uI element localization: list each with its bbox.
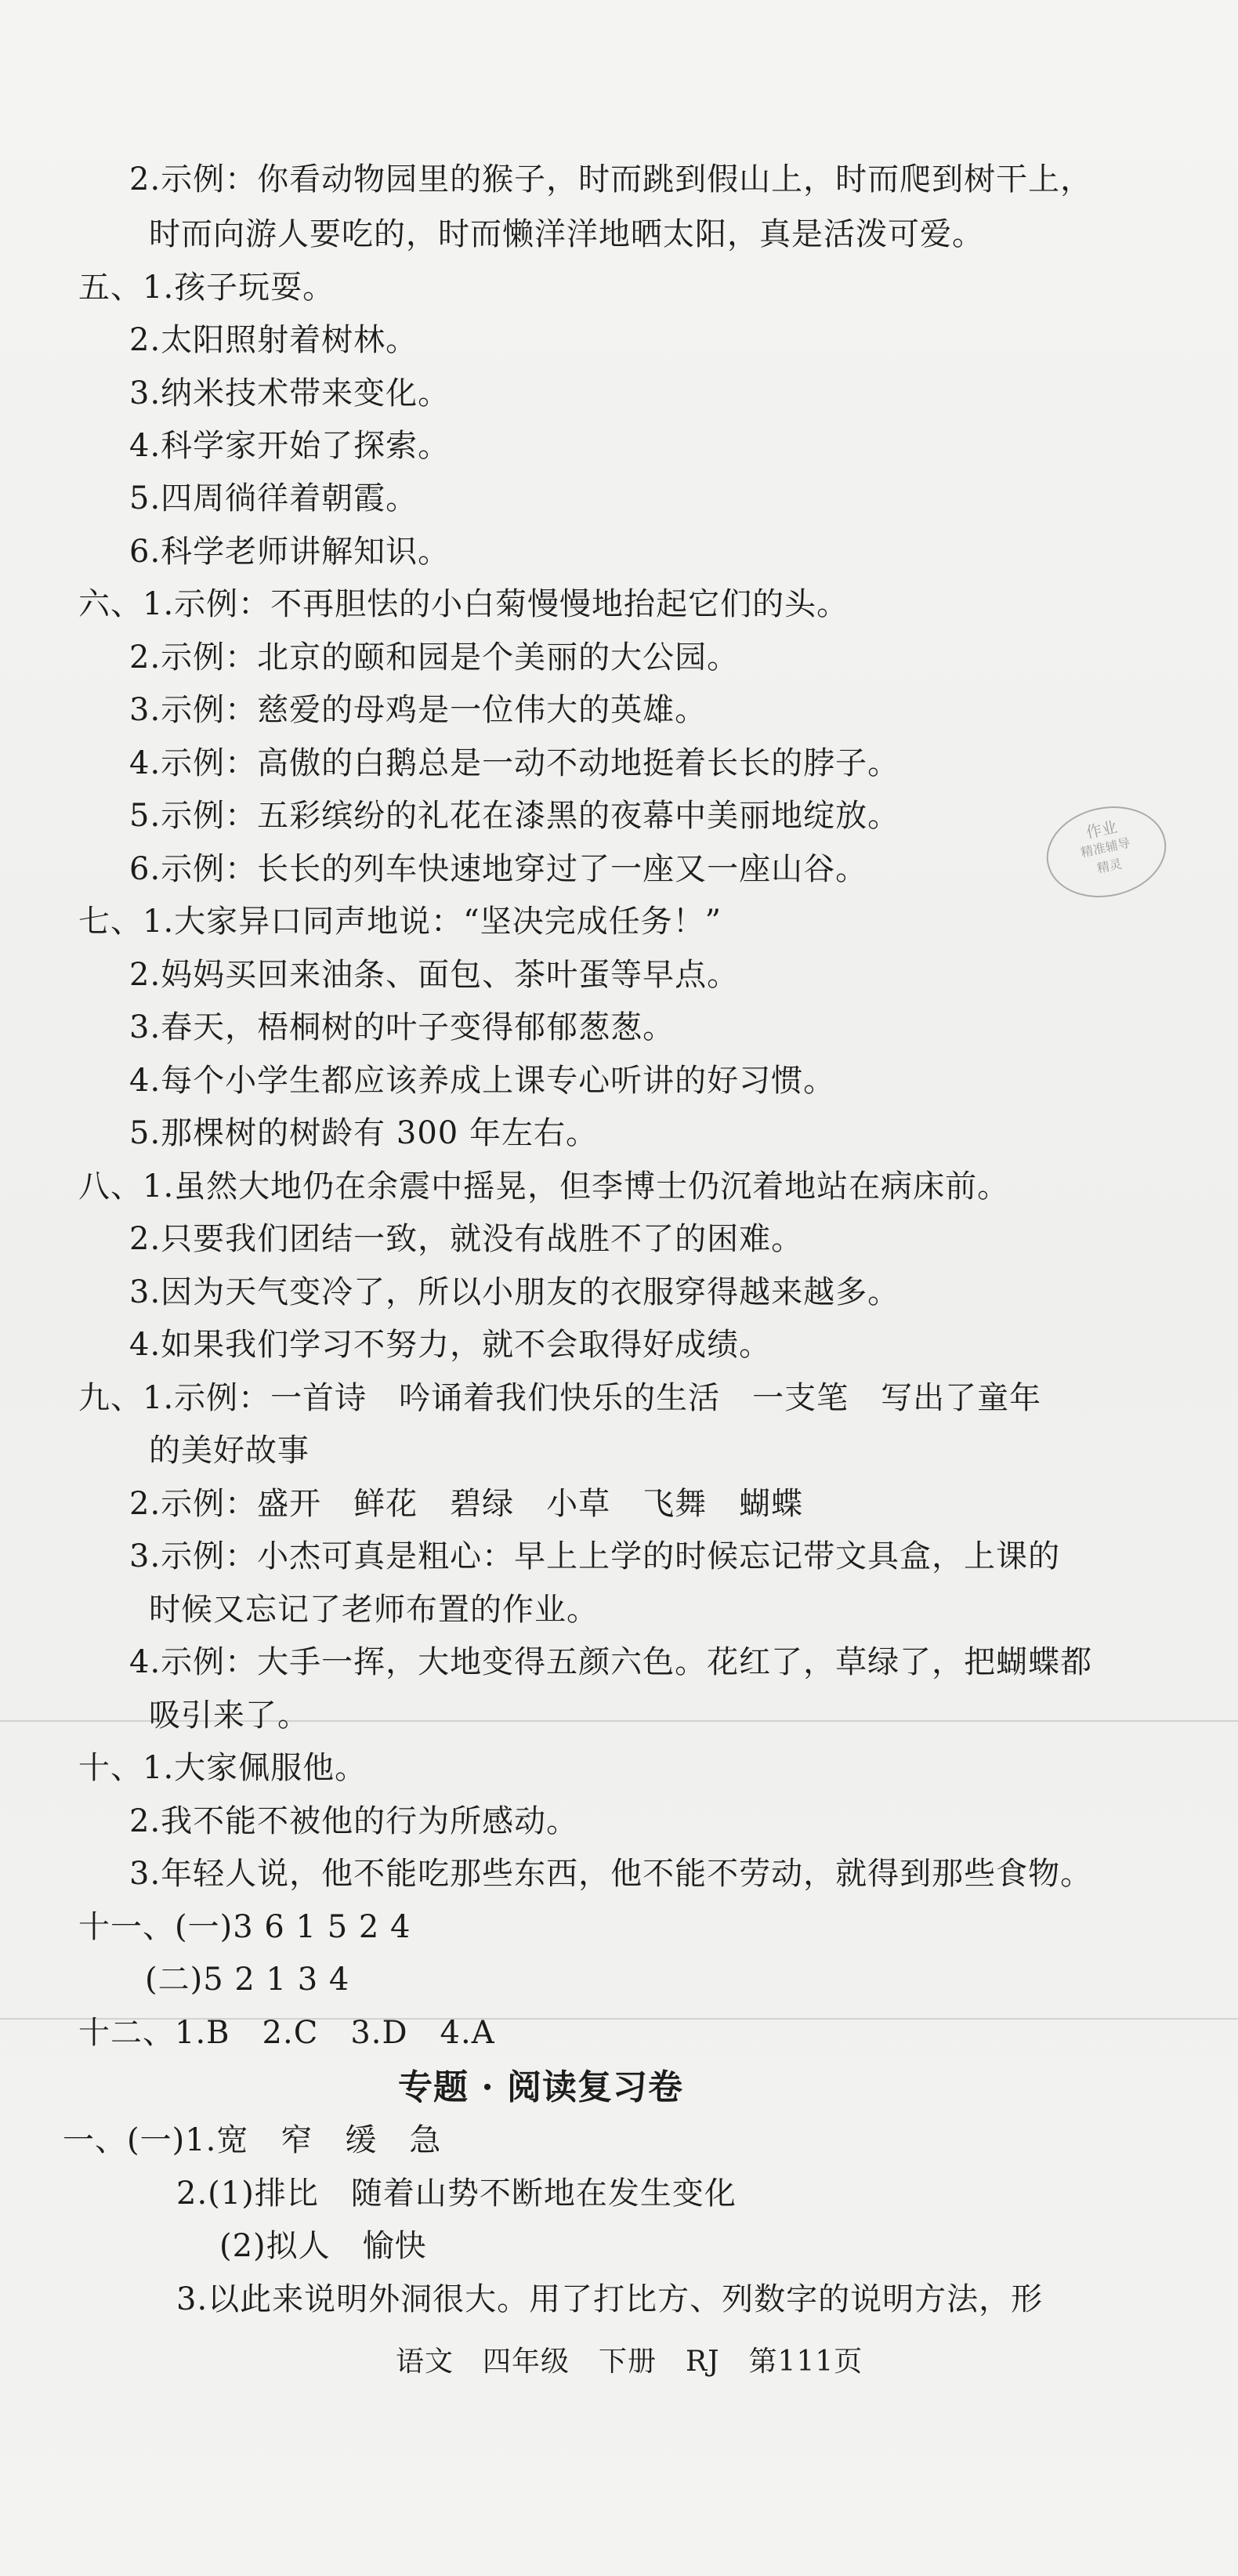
answer-line: 时候又忘记了老师布置的作业。 [149,1592,599,1628]
answer-line: 3.年轻人说，他不能吃那些东西，他不能不劳动，就得到那些食物。 [129,1856,1093,1892]
section-1-line: 一、(一)1.宽 窄 缓 急 [63,2122,442,2158]
answer-line: 3.因为天气变冷了，所以小朋友的衣服穿得越来越多。 [129,1274,900,1310]
answer-line: 4.如果我们学习不努力，就不会取得好成绩。 [129,1327,772,1363]
answer-line: 3.纳米技术带来变化。 [129,375,451,411]
answer-line: (二)5 2 1 3 4 [145,1962,350,1998]
section-11-line: 十一、(一)3 6 1 5 2 4 [78,1909,411,1945]
answer-line: 4.示例：高傲的白鹅总是一动不动地挺着长长的脖子。 [129,745,900,781]
section-7-line: 七、1.大家异口同声地说：“坚决完成任务！” [78,904,722,940]
answer-line: 吸引来了。 [149,1697,310,1734]
section-title: 专题 · 阅读复习卷 [398,2067,683,2107]
answer-line: 5.那棵树的树龄有 300 年左右。 [129,1115,598,1151]
section-6-line: 六、1.示例：不再胆怯的小白菊慢慢地抬起它们的头。 [78,586,849,622]
answer-line: 4.科学家开始了探索。 [129,428,451,464]
section-9-line: 九、1.示例：一首诗 吟诵着我们快乐的生活 一支笔 写出了童年 [78,1380,1042,1416]
stamp-text: 精准辅导 [1079,835,1132,860]
page-footer: 语文 四年级 下册 RJ 第111页 [396,2346,863,2378]
section-12-line: 十二、1.B 2.C 3.D 4.A [78,2015,495,2051]
answer-line: 2.只要我们团结一致，就没有战胜不了的困难。 [129,1221,804,1257]
answer-line: 的美好故事 [149,1433,310,1469]
answer-line: 3.示例：慈爱的母鸡是一位伟大的英雄。 [129,692,708,728]
answer-line: 2.太阳照射着树林。 [129,322,418,358]
section-8-line: 八、1.虽然大地仍在余震中摇晃，但李博士仍沉着地站在病床前。 [78,1168,1010,1205]
answer-line: 5.示例：五彩缤纷的礼花在漆黑的夜幕中美丽地绽放。 [129,798,900,834]
stamp-watermark [1038,795,1175,908]
answer-line: 3.春天，梧桐树的叶子变得郁郁葱葱。 [129,1009,675,1045]
answer-line: 2.示例：北京的颐和园是个美丽的大公园。 [129,639,740,676]
answer-line: 2.(1)排比 随着山势不断地在发生变化 [176,2176,737,2212]
answer-line: 2.示例：你看动物园里的猴子，时而跳到假山上，时而爬到树干上， [129,161,1093,197]
answer-line: 2.妈妈买回来油条、面包、茶叶蛋等早点。 [129,957,740,993]
answer-line: (2)拟人 愉快 [219,2228,427,2264]
answer-line: 2.示例：盛开 鲜花 碧绿 小草 飞舞 蝴蝶 [129,1486,804,1522]
stamp-text: 作业 [1084,817,1120,842]
answer-line: 5.四周徜徉着朝霞。 [129,480,418,516]
answer-line: 6.科学老师讲解知识。 [129,534,451,570]
answer-line: 2.我不能不被他的行为所感动。 [129,1803,579,1839]
answer-line: 4.示例：大手一挥，大地变得五颜六色。花红了，草绿了，把蝴蝶都 [129,1644,1093,1680]
answer-line: 6.示例：长长的列车快速地穿过了一座又一座山谷。 [129,851,868,887]
section-10-line: 十、1.大家佩服他。 [78,1750,367,1786]
stamp-text: 精灵 [1095,856,1124,876]
answer-line: 4.每个小学生都应该养成上课专心听讲的好习惯。 [129,1063,836,1099]
answer-line: 时而向游人要吃的，时而懒洋洋地晒太阳，真是活泼可爱。 [149,216,984,252]
section-5-line: 五、1.孩子玩耍。 [78,270,335,306]
answer-line: 3.以此来说明外洞很大。用了打比方、列数字的说明方法，形 [176,2281,1044,2317]
answer-line: 3.示例：小杰可真是粗心：早上上学的时候忘记带文具盒，上课的 [129,1538,1061,1574]
